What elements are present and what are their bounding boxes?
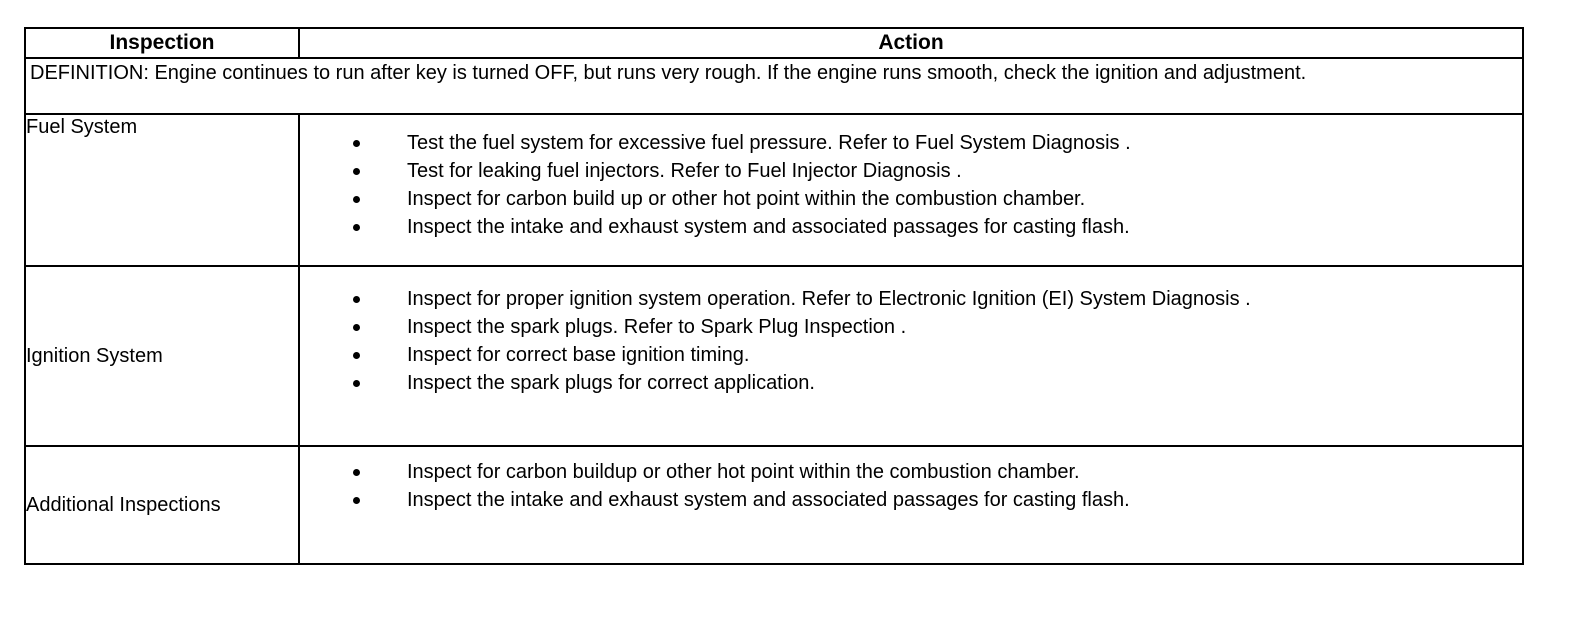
definition-text: DEFINITION: Engine continues to run after key is turned OFF, but runs very rough. If the engine runs smooth, check the ignition and adjustment. <box>25 58 1523 114</box>
list-item <box>300 157 1522 185</box>
inspection-cell-fuel-system: Fuel System <box>25 114 299 266</box>
bullet-icon <box>353 324 360 331</box>
bullet-icon <box>353 168 360 175</box>
action-cell-ignition-system <box>299 266 1523 446</box>
bullet-icon <box>353 352 360 359</box>
action-list-additional-inspections <box>300 458 1522 514</box>
inspection-cell-additional-inspections: Additional Inspections <box>25 446 299 564</box>
action-text: Inspect for carbon buildup or other hot point within the combustion chamber. <box>407 461 1080 483</box>
action-text: Test for leaking fuel injectors. Refer to Fuel Injector Diagnosis . <box>407 160 962 182</box>
action-text: Inspect the intake and exhaust system and associated passages for casting flash. <box>407 489 1130 511</box>
diagnostic-table-container <box>24 27 1522 565</box>
bullet-icon <box>353 497 360 504</box>
bullet-icon <box>353 296 360 303</box>
list-item <box>300 129 1522 157</box>
header-action: Action <box>299 28 1523 58</box>
diagnostic-table <box>24 27 1524 565</box>
action-text: Inspect for carbon build up or other hot point within the combustion chamber. <box>407 188 1086 210</box>
bullet-icon <box>353 140 360 147</box>
list-item <box>300 313 1522 341</box>
action-cell-fuel-system <box>299 114 1523 266</box>
table-row-additional-inspections <box>25 446 1523 564</box>
list-item <box>300 486 1522 514</box>
list-item <box>300 285 1522 313</box>
action-text: Test the fuel system for excessive fuel pressure. Refer to Fuel System Diagnosis . <box>407 132 1131 154</box>
definition-row <box>25 58 1523 114</box>
bullet-icon <box>353 196 360 203</box>
action-text: Inspect the spark plugs. Refer to Spark Plug Inspection . <box>407 316 907 338</box>
action-cell-additional-inspections <box>299 446 1523 564</box>
bullet-icon <box>353 224 360 231</box>
list-item <box>300 369 1522 397</box>
action-text: Inspect for proper ignition system operation. Refer to Electronic Ignition (EI) System Diagnosis . <box>407 288 1251 310</box>
list-item <box>300 458 1522 486</box>
action-list-ignition-system <box>300 285 1522 397</box>
bullet-icon <box>353 380 360 387</box>
bullet-icon <box>353 469 360 476</box>
action-list-fuel-system <box>300 129 1522 241</box>
list-item <box>300 185 1522 213</box>
list-item <box>300 213 1522 241</box>
action-text: Inspect the spark plugs for correct application. <box>407 372 815 394</box>
table-row-fuel-system <box>25 114 1523 266</box>
action-text: Inspect the intake and exhaust system and associated passages for casting flash. <box>407 216 1130 238</box>
inspection-cell-ignition-system: Ignition System <box>25 266 299 446</box>
table-row-ignition-system <box>25 266 1523 446</box>
action-text: Inspect for correct base ignition timing. <box>407 344 750 366</box>
header-inspection: Inspection <box>25 28 299 58</box>
list-item <box>300 341 1522 369</box>
table-header-row <box>25 28 1523 58</box>
